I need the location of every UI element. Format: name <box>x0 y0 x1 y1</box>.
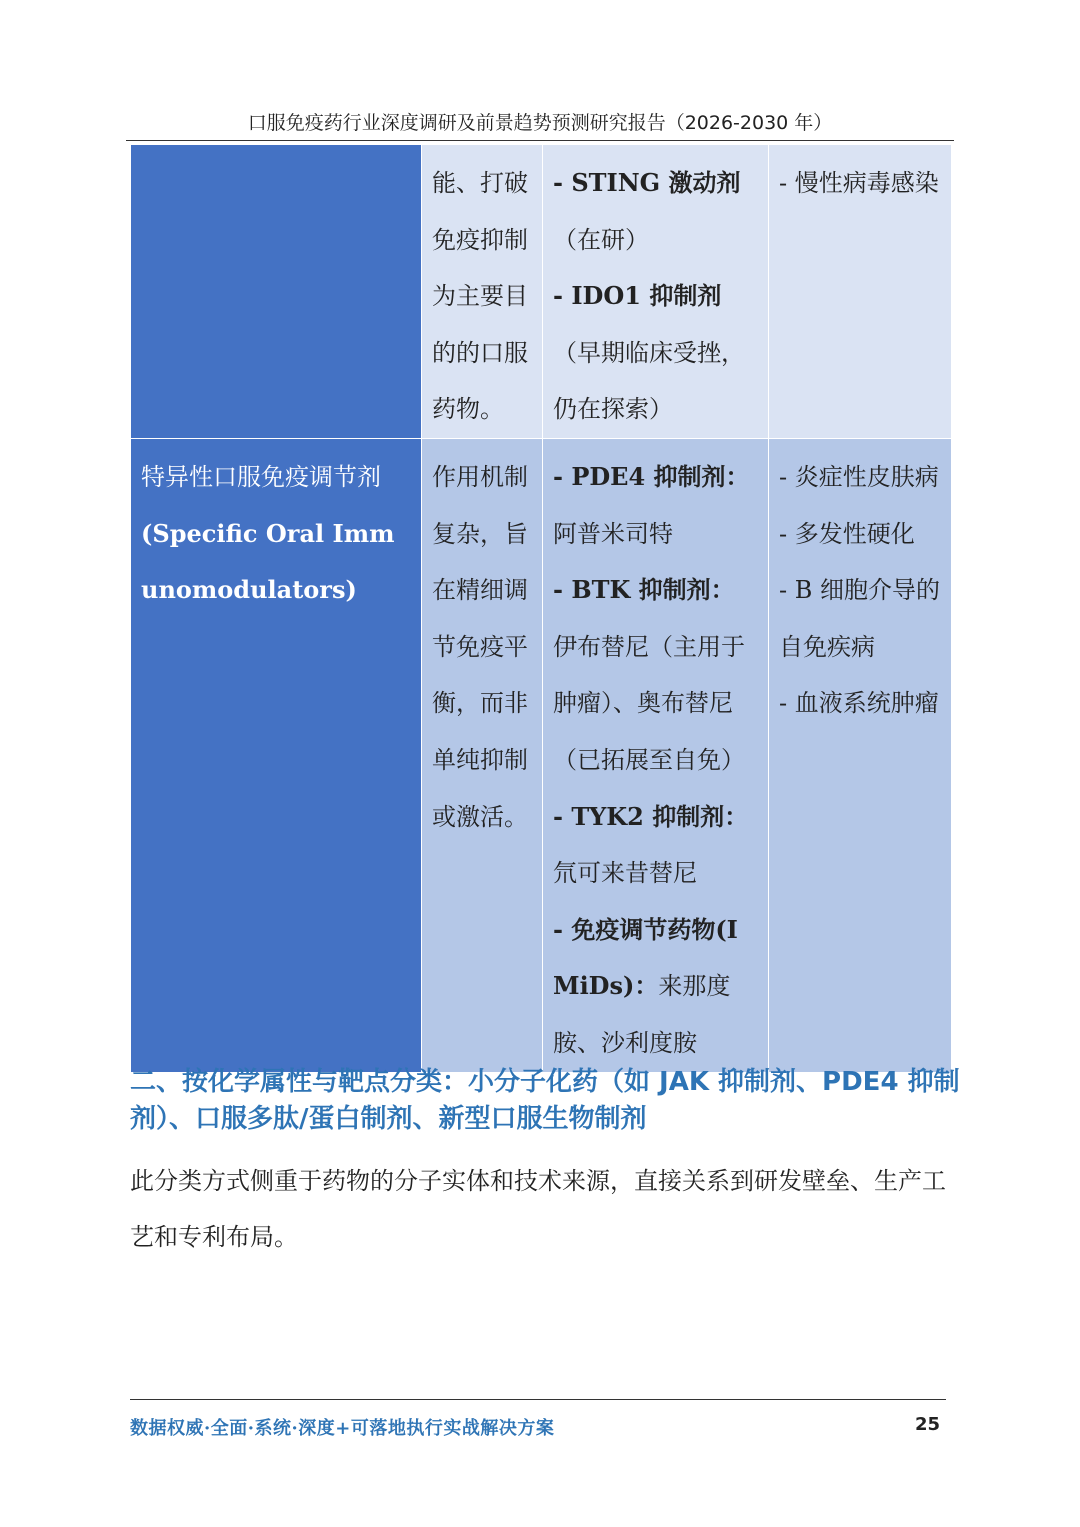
page-number: 25 <box>914 1414 940 1435</box>
indication-item: - 多发性硬化 <box>779 519 915 548</box>
drug-class: - 免疫调节药物(IMiDs)： <box>553 914 738 1001</box>
drugs-cell <box>543 145 769 439</box>
table-row <box>131 145 952 439</box>
section-paragraph: 此分类方式侧重于药物的分子实体和技术来源，直接关系到研发壁垒、生产工艺和专利布局。 <box>130 1167 946 1251</box>
drug-class: - IDO1 抑制剂 <box>553 281 722 311</box>
table-row <box>131 438 952 1072</box>
drug-class: - STING 激动剂 <box>553 168 741 197</box>
indication-item: - 血液系统肿瘤 <box>779 689 939 718</box>
page-header <box>126 108 954 141</box>
drug-detail: 氘可来昔替尼 <box>553 859 697 888</box>
definition-cell <box>422 438 543 1072</box>
classification-table <box>130 144 952 1073</box>
report-title: 口服免疫药行业深度调研及前景趋势预测研究报告（2026-2030 年） <box>247 112 833 134</box>
category-cell <box>131 438 422 1072</box>
section-heading: 二、按化学属性与靶点分类：小分子化药（如 JAK 抑制剂、PDE4 抑制剂）、口服多肽/蛋白制剂、新型口服生物制剂 <box>130 1067 960 1134</box>
drug-class: - PDE4 抑制剂： <box>553 461 750 491</box>
indication-item: - 慢性病毒感染 <box>779 169 939 197</box>
drug-detail: （早期临床受挫，仍在探索） <box>553 338 745 424</box>
drug-detail: （在研） <box>553 225 649 254</box>
definition-text: 作用机制复杂，旨在精细调节免疫平衡，而非单纯抑制或激活。 <box>432 462 528 831</box>
definition-cell <box>422 145 543 439</box>
drug-detail: 来那度胺、沙利度胺 <box>553 972 731 1057</box>
indications-cell <box>769 145 952 439</box>
definition-text: 能、打破免疫抑制为主要目的的口服药物。 <box>432 169 528 424</box>
drugs-cell <box>543 438 769 1072</box>
footer-divider <box>130 1399 946 1400</box>
indication-item: - 炎症性皮肤病 <box>779 462 939 491</box>
indications-cell <box>769 438 952 1072</box>
category-cell <box>131 145 422 439</box>
drug-detail: 伊布替尼（主用于肿瘤）、奥布替尼（已拓展至自免） <box>553 632 745 774</box>
drug-detail: 阿普米司特 <box>553 519 673 548</box>
drug-class: - TYK2 抑制剂： <box>553 801 749 831</box>
category-name: 特异性口服免疫调节剂 <box>141 462 381 491</box>
drug-class: - BTK 抑制剂： <box>553 575 735 605</box>
category-english-name: (Specific Oral Immunomodulators) <box>141 518 395 605</box>
indication-item: - B 细胞介导的自免疾病 <box>779 576 941 661</box>
footer-slogan: 数据权威·全面·系统·深度+可落地执行实战解决方案 <box>130 1418 555 1439</box>
